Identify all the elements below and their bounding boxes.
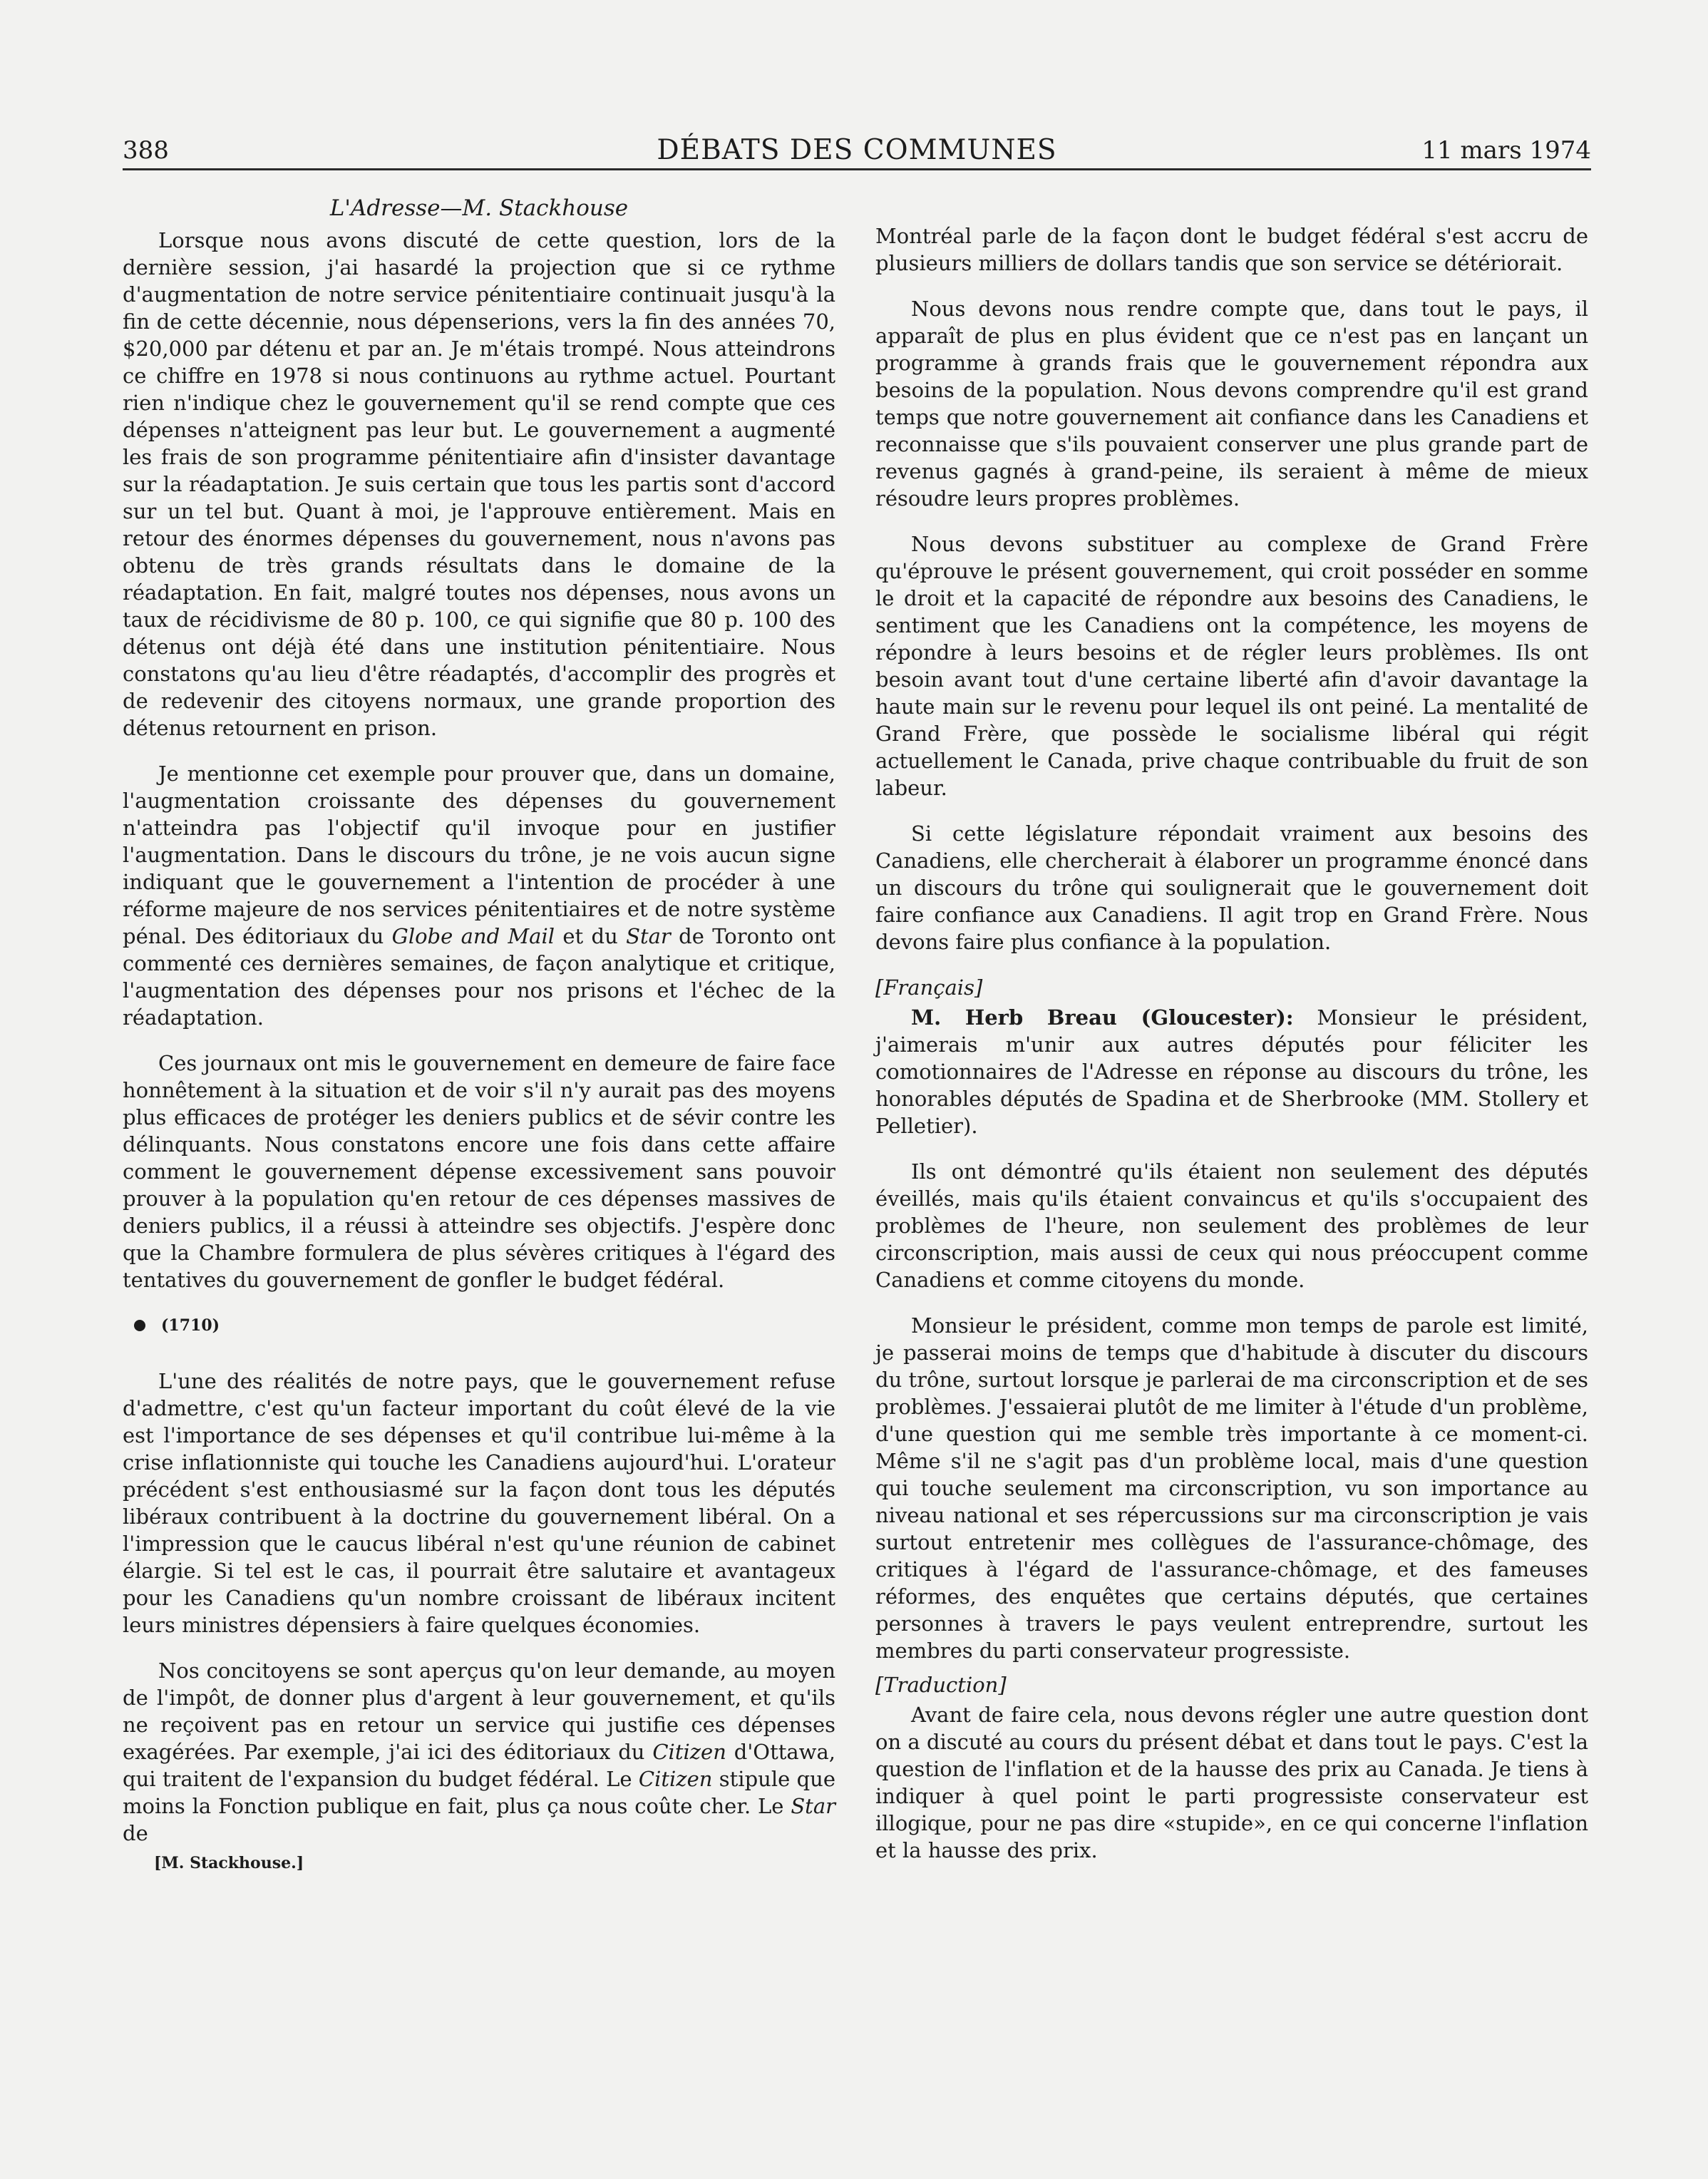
paragraph: Si cette législature répondait vraiment aux besoins des Canadiens, elle chercherait à élaborer un programme énoncé dans un discours du trône qui soulignerait que le gouvernement doit faire confiance aux Canadiens. Il agit trop en Grand Frère. Nous devons faire plus confiance à la population.	[875, 821, 1588, 954]
page-number: 388	[123, 136, 169, 165]
text-run: stipule que moins la Fonction publique en fait, plus ça nous coûte cher. Le	[123, 1767, 835, 1818]
paragraph	[875, 1004, 1588, 1139]
speaker-attribution: [M. Stackhouse.]	[154, 1854, 304, 1872]
paragraph: Nous devons nous rendre compte que, dans tout le pays, il apparaît de plus en plus évident que ce n'est pas en lançant un programme à grands frais que le gouvernement répondra aux besoins de la population. Nous devons comprendre qu'il est grand temps que notre gouvernement ait confiance dans les Canadiens et reconnaisse que s'ils pouvaient conserver une plus grande part de revenus gagnés à grand-peine, ils seraient à même de mieux résoudre leurs propres problèmes.	[875, 297, 1588, 511]
newspaper-name: Star	[626, 924, 671, 948]
text-run: Monsieur le président, j'aimerais m'unir aux autres députés pour féliciter les comotionnaires de l'Adresse en réponse au discours du trône, les honorables députés de Spadina et de Sherbrooke (MM. Stollery et Pelletier).	[875, 1005, 1588, 1138]
paragraph: Lorsque nous avons discuté de cette question, lors de la dernière session, j'ai hasardé la projection que si ce rythme d'augmentation de notre service pénitentiaire continuait jusqu'à la fin de cette décennie, nous dépenserions, vers la fin des années 70, $20,000 par détenu et par an. Je m'étais trompé. Nous atteindrons ce chiffre en 1978 si nous continuons au rythme actuel. Pourtant rien n'indique chez le gouvernement qu'il se rend compte que ces dépenses n'atteignent pas leur but. Le gouvernement a augmenté les frais de son programme pénitentiaire afin d'insister davantage sur la réadaptation. Je suis certain que tous les partis sont d'accord sur un tel but. Quant à moi, je l'approuve entièrement. Mais en retour des énormes dépenses du gouvernement, nous n'avons pas obtenu de très grands résultats dans le domaine de la réadaptation. En fait, malgré toutes nos dépenses, nous avons un taux de récidivisme de 80 p. 100, ce qui signifie que 80 p. 100 des détenus ont déjà été dans une institution pénitentiaire. Nous constatons qu'au lieu d'être réadaptés, d'accomplir des progrès et de redevenir des citoyens normaux, une grande proportion des détenus retournent en prison.	[123, 228, 835, 740]
newspaper-name: Citizen	[652, 1740, 726, 1764]
text-run: de Toronto ont commenté ces dernières semaines, de façon analytique et critique, l'augmentation des dépenses pour nos prisons et l'échec de la réadaptation.	[123, 924, 835, 1030]
text-run: et du	[555, 924, 627, 948]
time-stamp: (1710)	[161, 1316, 220, 1335]
issue-date: 11 mars 1974	[1421, 136, 1591, 165]
text-run: Nos concitoyens se sont aperçus qu'on leur demande, au moyen de l'impôt, de donner plus d'argent à leur gouvernement, et qu'ils ne reçoivent pas en retour un service qui justifie ces dépenses exagérées. Par exemple, j'ai ici des éditoriaux du	[123, 1658, 835, 1764]
newspaper-name: Globe and Mail	[391, 924, 555, 948]
page-header	[123, 133, 1591, 170]
left-column	[123, 194, 835, 1874]
language-tag: [Traduction]	[875, 1673, 1007, 1697]
paragraph: L'une des réalités de notre pays, que le gouvernement refuse d'admettre, c'est qu'un facteur important du coût élevé de la vie est l'importance de ses dépenses et qu'il contribue lui-même à la crise inflationniste qui touche les Canadiens aujourd'hui. L'orateur précédent s'est enthousiasmé sur la façon dont tous les députés libéraux contribuent à la doctrine du gouvernement libéral. On a l'impression que le caucus libéral n'est qu'une réunion de cabinet élargie. Si tel est le cas, il pourrait être salutaire et avantageux pour les Canadiens qu'un nombre croissant de libéraux incitent leurs ministres dépensiers à faire quelques économies.	[123, 1369, 835, 1637]
paragraph: Nous devons substituer au complexe de Grand Frère qu'éprouve le présent gouvernement, qui croit posséder en somme le droit et la capacité de répondre aux besoins des Canadiens, le sentiment que les Canadiens ont la compétence, les moyens de répondre à leurs besoins et de régler leurs problèmes. Ils ont besoin avant tout d'une certaine liberté afin d'avoir davantage la haute main sur le revenu pour lequel ils ont peiné. La mentalité de Grand Frère, que possède le socialisme libéral qui régit actuellement le Canada, prive chaque contribuable du fruit de son labeur.	[875, 532, 1588, 800]
newspaper-name: Citizen	[638, 1767, 713, 1791]
text-run: d'Ottawa, qui traitent de l'expansion du budget fédéral. Le	[123, 1740, 835, 1791]
right-column	[875, 222, 1588, 1882]
publication-title: DÉBATS DES COMMUNES	[657, 134, 1057, 166]
bullet-icon	[134, 1320, 145, 1331]
paragraph: Ces journaux ont mis le gouvernement en demeure de faire face honnêtement à la situation et de voir s'il n'y aurait pas des moyens plus efficaces de protéger les deniers publics et de sévir contre les délinquants. Nous constatons encore une fois dans cette affaire comment le gouvernement dépense excessivement sans pouvoir prouver à la population qu'en retour de ces dépenses massives de deniers publics, il a réussi à atteindre ses objectifs. J'espère donc que la Chambre formulera de plus sévères critiques à l'égard des tentatives du gouvernement de gonfler le budget fédéral.	[123, 1051, 835, 1292]
text-run: Je mentionne cet exemple pour prouver que, dans un domaine, l'augmentation croissante des dépenses du gouvernement n'atteindra pas l'objectif qu'il invoque pour en justifier l'augmentation. Dans le discours du trône, je ne vois aucun signe indiquant que le gouvernement a l'intention de procéder à une réforme majeure de nos services pénitentiaires et de notre système pénal. Des éditoriaux du	[123, 762, 835, 948]
paragraph: Ils ont démontré qu'ils étaient non seulement des députés éveillés, mais qu'ils étaient convaincus et qu'ils s'occupaient des problèmes de l'heure, non seulement des problèmes de leur circonscription, mais aussi de ceux qui nous préoccupent comme Canadiens et comme citoyens du monde.	[875, 1159, 1588, 1292]
paragraph	[123, 1657, 835, 1847]
time-marker	[123, 1312, 835, 1339]
language-tag: [Français]	[875, 975, 983, 1000]
paragraph: Avant de faire cela, nous devons régler une autre question dont on a discuté au cours du présent débat et dans tout le pays. C'est la question de l'inflation et de la hausse des prix au Canada. Je tiens à indiquer à quel point le parti progressiste conservateur est illogique, pour ne pas dire «stupide», en ce qui concerne l'inflation et la hausse des prix.	[875, 1703, 1588, 1862]
running-head: L'Adresse—M. Stackhouse	[329, 195, 629, 221]
speaker-name: M. Herb Breau (Gloucester):	[911, 1005, 1294, 1030]
paragraph: Montréal parle de la façon dont le budget fédéral s'est accru de plusieurs milliers de dollars tandis que son service se détériorait.	[875, 224, 1588, 275]
newspaper-name: Star	[791, 1794, 835, 1818]
paragraph	[123, 760, 835, 1031]
paragraph: Monsieur le président, comme mon temps de parole est limité, je passerai moins de temps que d'habitude à discuter du discours du trône, surtout lorsque je parlerai de ma circonscription et de ses problèmes. J'essaierai plutôt de me limiter à l'étude d'un problème, d'une question qui me semble très importante à ce moment-ci. Même s'il ne s'agit pas d'un problème local, mais d'une question qui touche seulement ma circonscription, vu son importance au niveau national et ses répercussions sur ma circonscription je vais surtout entretenir mes collègues de l'assurance-chômage, des critiques à l'égard de l'assurance-chômage, et des fameuses réformes, des enquêtes que certains députés, que certaines personnes à travers le pays veulent entreprendre, surtout les membres du parti conservateur progressiste.	[875, 1313, 1588, 1663]
text-run: de	[123, 1821, 148, 1845]
